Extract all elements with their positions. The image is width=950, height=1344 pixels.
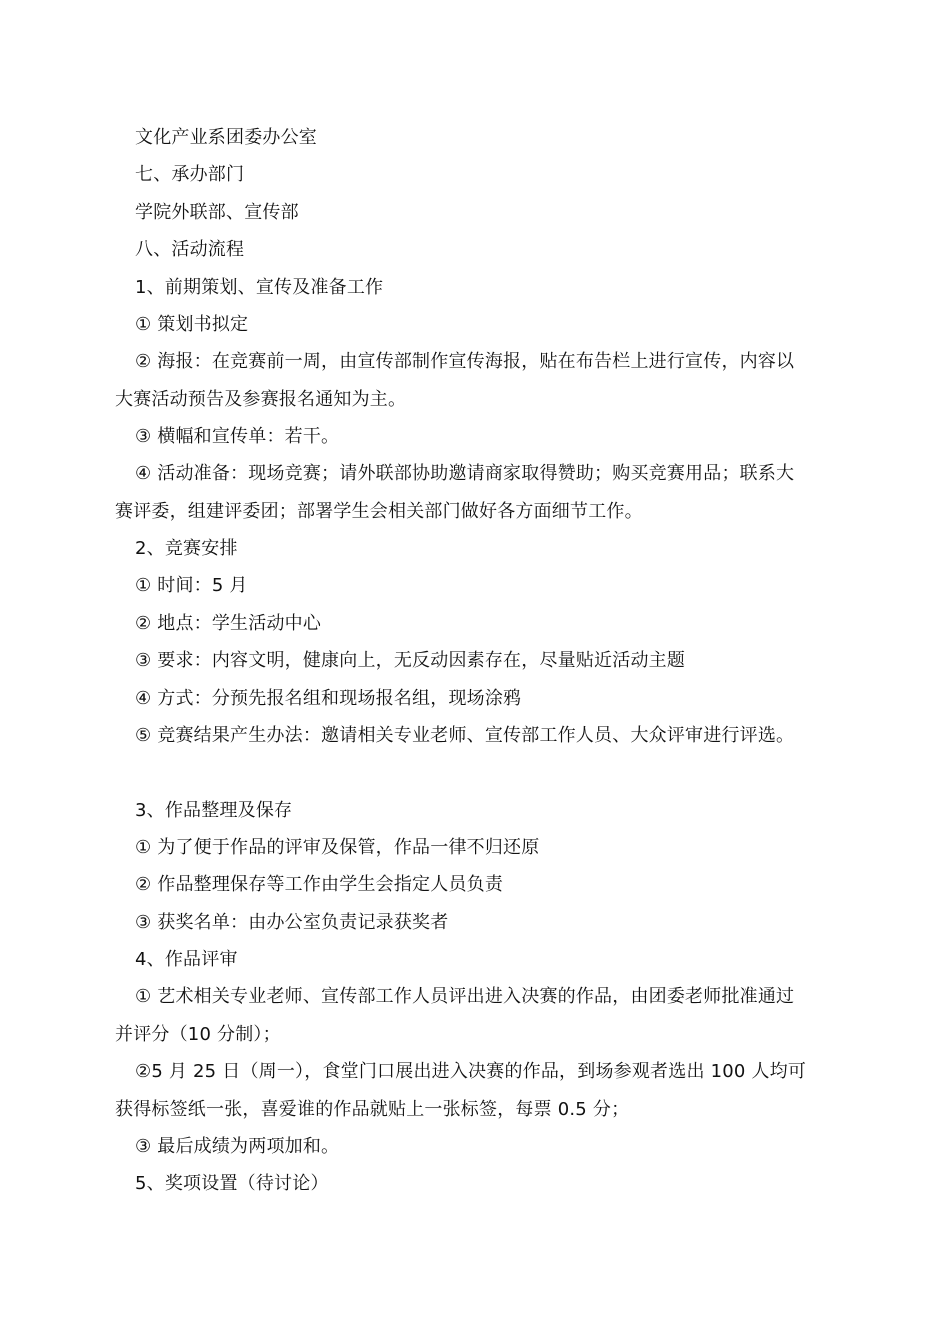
subheading-review: 4、作品评审 [135, 949, 238, 970]
list-item-review-3: ③ 最后成绩为两项加和。 [135, 1136, 340, 1157]
list-item-plan: ① 策划书拟定 [135, 314, 249, 335]
list-item-storage-1: ① 为了便于作品的评审及保管，作品一律不归还原 [135, 837, 540, 858]
list-item-review-2: ②5 月 25 日（周一），食堂门口展出进入决赛的作品，到场参观者选出 100 人均可 [135, 1061, 807, 1082]
list-item-poster: ② 海报：在竞赛前一周，由宣传部制作宣传海报，贴在布告栏上进行宣传，内容以 [135, 351, 795, 372]
subheading-storage: 3、作品整理及保存 [135, 800, 293, 821]
list-item-storage-2: ② 作品整理保存等工作由学生会指定人员负责 [135, 874, 504, 895]
list-item-location: ② 地点：学生活动中心 [135, 613, 322, 634]
list-item-activity-prep: ④ 活动准备：现场竞赛；请外联部协助邀请商家取得赞助；购买竞赛用品；联系大 [135, 463, 795, 484]
text-line-departments: 学院外联部、宣传部 [135, 202, 299, 223]
list-item-review-1: ① 艺术相关专业老师、宣传部工作人员评出进入决赛的作品，由团委老师批准通过 [135, 986, 795, 1007]
list-item-poster-cont: 大赛活动预告及参赛报名通知为主。 [115, 389, 407, 410]
list-item-time: ① 时间：5 月 [135, 575, 248, 596]
section-heading-process: 八、活动流程 [135, 239, 245, 260]
subheading-preparation: 1、前期策划、宣传及准备工作 [135, 277, 384, 298]
list-item-method: ④ 方式：分预先报名组和现场报名组，现场涂鸦 [135, 688, 522, 709]
subheading-awards: 5、奖项设置（待讨论） [135, 1173, 329, 1194]
list-item-result: ⑤ 竞赛结果产生办法：邀请相关专业老师、宣传部工作人员、大众评审进行评选。 [135, 725, 795, 746]
text-line-office: 文化产业系团委办公室 [135, 127, 317, 148]
list-item-requirements: ③ 要求：内容文明，健康向上，无反动因素存在，尽量贴近活动主题 [135, 650, 686, 671]
list-item-winners: ③ 获奖名单：由办公室负责记录获奖者 [135, 912, 449, 933]
subheading-arrangement: 2、竞赛安排 [135, 538, 238, 559]
list-item-activity-prep-cont: 赛评委，组建评委团；部署学生会相关部门做好各方面细节工作。 [115, 501, 643, 522]
list-item-review-2-cont: 获得标签纸一张，喜爱谁的作品就贴上一张标签，每票 0.5 分； [115, 1099, 630, 1120]
list-item-review-1-cont: 并评分（10 分制）； [115, 1024, 281, 1045]
section-heading-organizer: 七、承办部门 [135, 164, 245, 185]
list-item-banner: ③ 横幅和宣传单：若干。 [135, 426, 340, 447]
